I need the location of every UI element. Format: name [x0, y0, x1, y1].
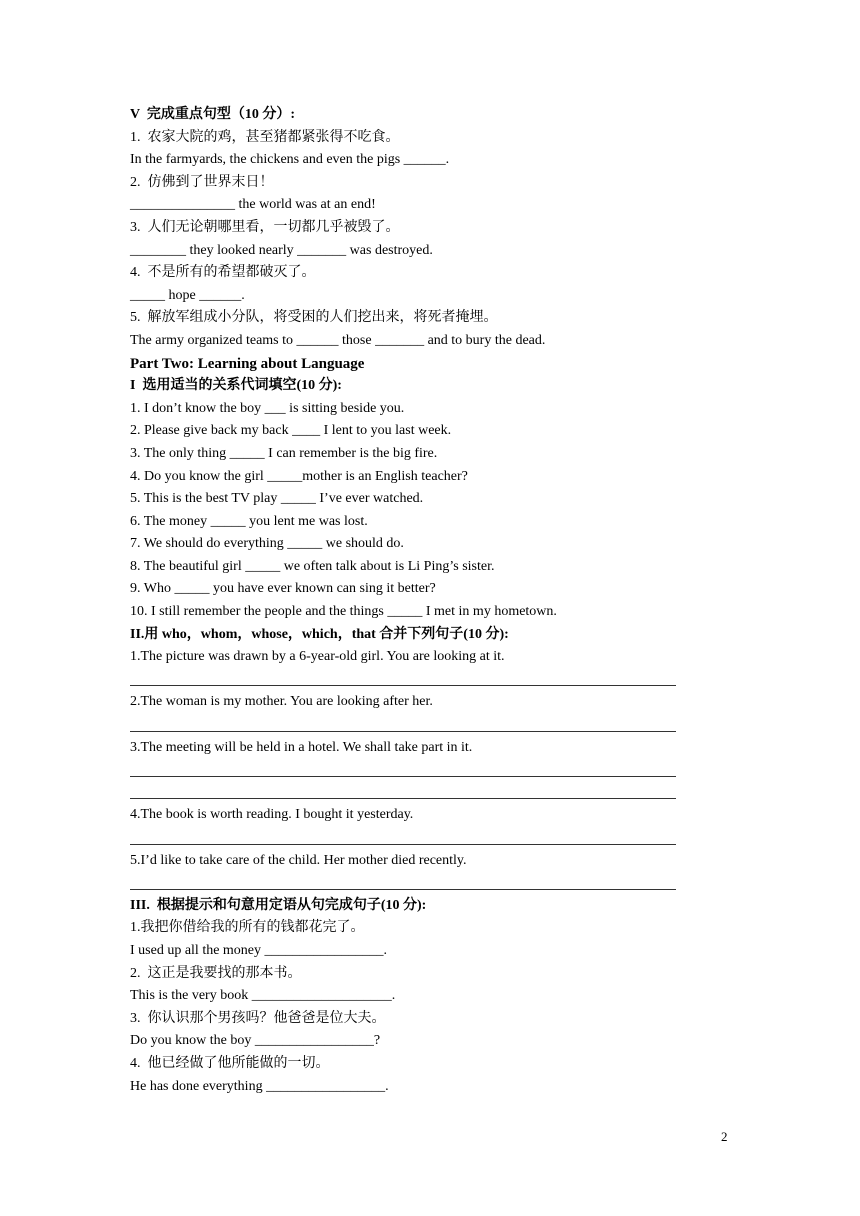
section-ii-item-4: 4.The book is worth reading. I bought it yesterday.: [130, 807, 414, 823]
section-iii-title: III. 根据提示和句意用定语从句完成句子(10 分):: [130, 897, 427, 913]
section-i-title: I 选用适当的关系代词填空(10 分):: [130, 378, 342, 394]
section-ii-item-3: 3.The meeting will be held in a hotel. We shall take part in it.: [130, 739, 473, 755]
section-v-item-2-en: _______________ the world was at an end!: [130, 197, 376, 213]
section-i-item: 2. Please give back my back ____ I lent to you last week.: [130, 423, 452, 439]
section-i-item: 5. This is the best TV play _____ I’ve ever watched.: [130, 491, 424, 507]
section-i-item: 1. I don’t know the boy ___ is sitting beside you.: [130, 400, 405, 416]
answer-line: [130, 759, 690, 782]
section-iii-item-4-en: He has done everything _________________.: [130, 1078, 389, 1094]
section-iii-item-4-zh: 4. 他已经做了他所能做的一切。: [130, 1055, 330, 1071]
section-v-item-3-zh: 3. 人们无论朝哪里看，一切都几乎被毁了。: [130, 219, 400, 235]
section-iii-item-1-en: I used up all the money _________________.: [130, 942, 388, 958]
section-iii-item-2-en: This is the very book ____________________.: [130, 988, 396, 1004]
section-v-item-4-en: _____ hope ______.: [130, 287, 245, 303]
section-i-item: 3. The only thing _____ I can remember is the big fire.: [130, 445, 438, 461]
answer-line: [130, 827, 690, 850]
section-iii-item-3-zh: 3. 你认识那个男孩吗？他爸爸是位大夫。: [130, 1010, 386, 1026]
section-iii-item-1-zh: 1.我把你借给我的所有的钱都花完了。: [130, 920, 365, 936]
section-i-item: 6. The money _____ you lent me was lost.: [130, 513, 368, 529]
section-i-item: 10. I still remember the people and the things _____ I met in my hometown.: [130, 604, 557, 620]
section-iii-item-3-en: Do you know the boy _________________?: [130, 1033, 381, 1049]
section-ii-item-1: 1.The picture was drawn by a 6-year-old girl. You are looking at it.: [130, 649, 505, 665]
section-ii-item-5: 5.I’d like to take care of the child. Her mother died recently.: [130, 852, 467, 868]
section-i-item: 4. Do you know the girl _____mother is an English teacher?: [130, 468, 468, 484]
answer-line: [130, 872, 690, 895]
worksheet-page: [130, 104, 690, 1098]
section-v-title: V 完成重点句型（10 分）:: [130, 107, 296, 122]
answer-line: [130, 669, 690, 692]
section-ii-item-2: 2.The woman is my mother. You are looking after her.: [130, 694, 433, 710]
answer-line: [130, 782, 690, 805]
section-ii-title: II.用 who，whom，whose，which，that 合并下列句子(10 分):: [130, 626, 509, 642]
section-iii-item-2-zh: 2. 这正是我要找的那本书。: [130, 965, 302, 981]
section-i-item: 8. The beautiful girl _____ we often talk about is Li Ping’s sister.: [130, 558, 495, 574]
part-two-title: Part Two: Learning about Language: [130, 355, 365, 372]
answer-line: [130, 714, 690, 737]
section-v-item-1-en: In the farmyards, the chickens and even the pigs ______.: [130, 152, 450, 168]
section-v-item-2-zh: 2. 仿佛到了世界末日！: [130, 174, 274, 190]
page-number: 2: [721, 1129, 728, 1144]
section-v-item-3-en: ________ they looked nearly _______ was destroyed.: [130, 242, 433, 258]
section-i-item: 7. We should do everything _____ we should do.: [130, 536, 404, 552]
section-v-item-4-zh: 4. 不是所有的希望都破灭了。: [130, 265, 316, 281]
section-v-item-5-en: The army organized teams to ______ those _______ and to bury the dead.: [130, 332, 546, 348]
section-v-item-5-zh: 5. 解放军组成小分队，将受困的人们挖出来，将死者掩埋。: [130, 310, 498, 326]
section-i-item: 9. Who _____ you have ever known can sing it better?: [130, 581, 436, 597]
section-v-item-1-zh: 1. 农家大院的鸡，甚至猪都紧张得不吃食。: [130, 129, 400, 145]
